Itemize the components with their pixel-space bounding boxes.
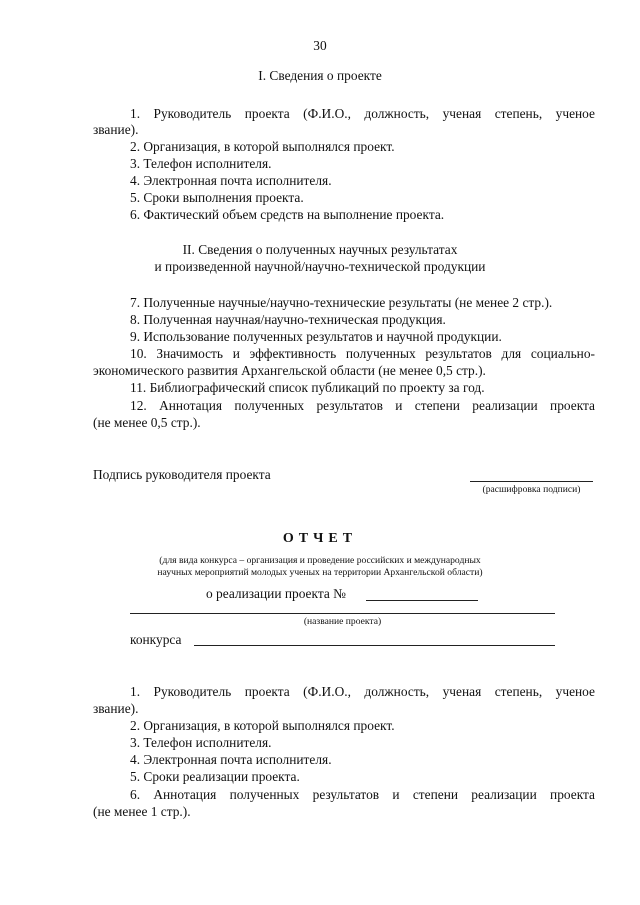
page-number: 30	[313, 38, 327, 53]
report-item2: 2. Организация, в которой выполнялся проект.	[130, 718, 395, 733]
section1-item3: 3. Телефон исполнителя.	[130, 156, 272, 171]
report-note-line2: научных мероприятий молодых ученых на территории Архангельской области)	[157, 567, 483, 578]
report-note-line1: (для вида конкурса – организация и проведение российских и международных	[159, 555, 481, 566]
report-item4: 4. Электронная почта исполнителя.	[130, 752, 332, 767]
section2-item10-line1: 10. Значимость и эффективность полученных результатов для социально-	[130, 346, 595, 361]
signature-label: Подпись руководителя проекта	[93, 467, 271, 482]
section2-item8: 8. Полученная научная/научно-техническая продукция.	[130, 312, 446, 327]
report-title: ОТЧЕТ	[282, 531, 358, 546]
report-item6-line1: 6. Аннотация полученных результатов и степени реализации проекта	[130, 787, 595, 802]
section1-item5: 5. Сроки выполнения проекта.	[130, 190, 304, 205]
section1-heading: I. Сведения о проекте	[258, 68, 382, 83]
report-project-label: о реализации проекта №	[206, 586, 346, 601]
section1-item1-line1: 1. Руководитель проекта (Ф.И.О., должность, ученая степень, ученое	[130, 106, 595, 121]
signature-line[interactable]	[470, 481, 593, 482]
section2-item10-line2: экономического развития Архангельской области (не менее 0,5 стр.).	[93, 363, 486, 378]
report-project-name-line[interactable]	[130, 613, 555, 614]
report-contest-line[interactable]	[194, 645, 555, 646]
report-item5: 5. Сроки реализации проекта.	[130, 769, 300, 784]
section2-item9: 9. Использование полученных результатов и научной продукции.	[130, 329, 502, 344]
report-project-number-line[interactable]	[366, 600, 478, 601]
section1-item2: 2. Организация, в которой выполнялся проект.	[130, 139, 395, 154]
section1-item4: 4. Электронная почта исполнителя.	[130, 173, 332, 188]
section2-item11: 11. Библиографический список публикаций по проекту за год.	[130, 380, 485, 395]
section2-heading-line2: и произведенной научной/научно-технической продукции	[154, 259, 486, 274]
report-contest-label: конкурса	[130, 632, 182, 647]
signature-caption: (расшифровка подписи)	[482, 484, 581, 495]
section2-item7: 7. Полученные научные/научно-технические результаты (не менее 2 стр.).	[130, 295, 553, 310]
report-item3: 3. Телефон исполнителя.	[130, 735, 272, 750]
report-item1-line1: 1. Руководитель проекта (Ф.И.О., должность, ученая степень, ученое	[130, 684, 595, 699]
section2-heading-line1: II. Сведения о полученных научных результатах	[182, 242, 458, 257]
report-project-name-caption: (название проекта)	[303, 616, 382, 627]
section1-item6: 6. Фактический объем средств на выполнение проекта.	[130, 207, 445, 222]
report-item1-line2: звание).	[93, 701, 139, 716]
report-item6-line2: (не менее 1 стр.).	[93, 804, 191, 819]
section1-item1-line2: звание).	[93, 122, 139, 137]
section2-item12-line2: (не менее 0,5 стр.).	[93, 415, 201, 430]
section2-item12-line1: 12. Аннотация полученных результатов и степени реализации проекта	[130, 398, 595, 413]
